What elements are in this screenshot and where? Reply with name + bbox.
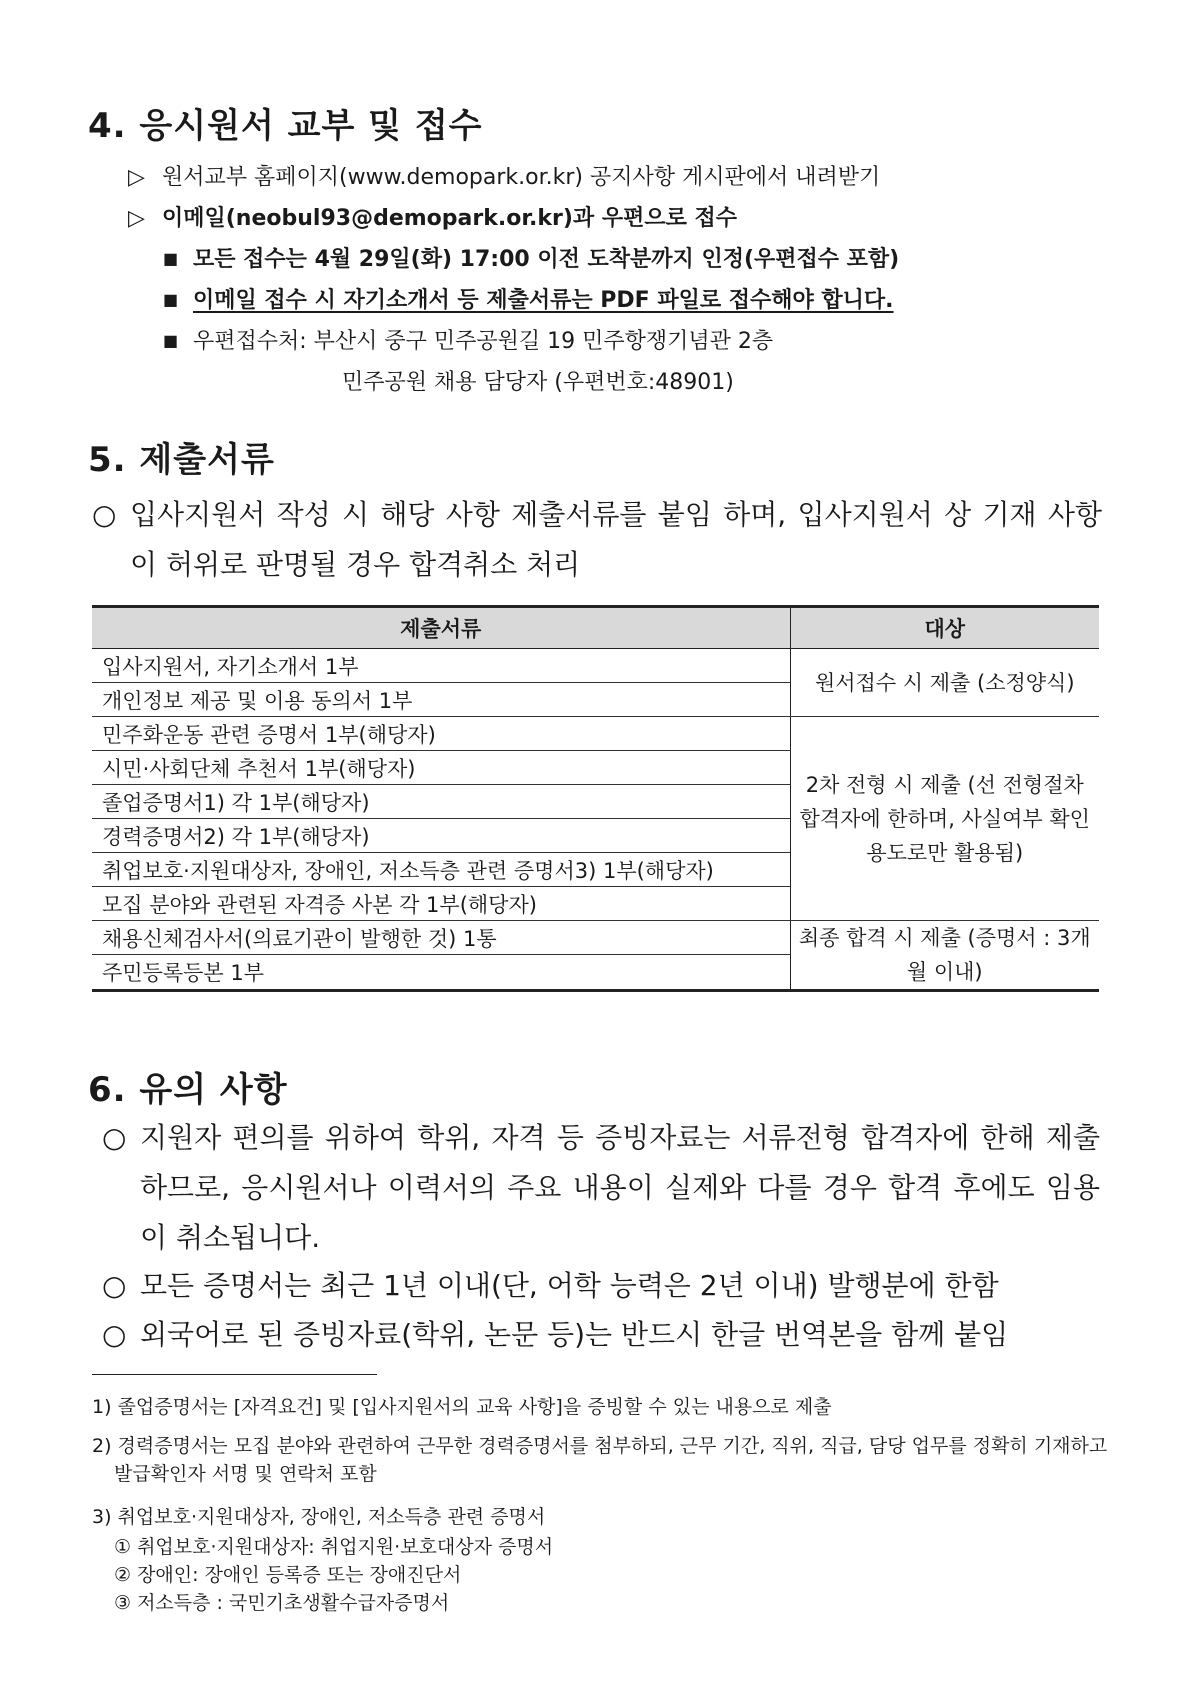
section-4-title: 4. 응시원서 교부 및 접수 xyxy=(88,106,483,146)
table-row: 모집 분야와 관련된 자격증 사본 각 1부(해당자) xyxy=(92,887,790,921)
notice-item-1: ○ 지원자 편의를 위하여 학위, 자격 등 증빙자료는 서류전형 합격자에 한해 제출하므로, 응시원서나 이력서의 주요 내용이 실제와 다를 경우 합격 후에도 임용이 취소됩니다. xyxy=(102,1113,1100,1263)
footnote-3: 3) 취업보호·지원대상자, 장애인, 저소득층 관련 증명서 xyxy=(92,1506,546,1528)
footnote-3-item-2: ② 장애인: 장애인 등록증 또는 장애진단서 xyxy=(114,1564,462,1586)
square-bullet-icon: ■ xyxy=(163,290,179,309)
table-row: 주민등록등본 1부 xyxy=(92,955,790,991)
bullet-item-3-continuation: 민주공원 채용 담당자 (우편번호:48901) xyxy=(342,370,734,395)
footnote-1: 1) 졸업증명서는 [자격요건] 및 [입사지원서의 교육 사항]을 증빙할 수 있는 내용으로 제출 xyxy=(92,1396,832,1418)
target-cell-2: 2차 전형 시 제출 (선 전형절차 합격자에 한하며, 사실여부 확인 용도로만 활용됨) xyxy=(790,717,1099,921)
notice-item-3: ○ 외국어로 된 증빙자료(학위, 논문 등)는 반드시 한글 번역본을 함께 붙임 xyxy=(102,1310,1100,1360)
table-row: 채용신체검사서(의료기관이 발행한 것) 1통 xyxy=(92,921,790,955)
footnote-3-item-3: ③ 저소득층 : 국민기초생활수급자증명서 xyxy=(114,1592,450,1614)
section-6-title: 6. 유의 사항 xyxy=(88,1070,288,1110)
arrow-item-1: ▷ 원서교부 홈페이지(www.demopark.or.kr) 공지사항 게시판에서 내려받기 xyxy=(128,165,881,190)
documents-table xyxy=(92,605,1099,992)
table-row: 취업보호·지원대상자, 장애인, 저소득층 관련 증명서3) 1부(해당자) xyxy=(92,853,790,887)
table-row: 입사지원서, 자기소개서 1부 xyxy=(92,649,790,683)
triangle-right-icon: ▷ xyxy=(128,206,145,231)
header-target: 대상 xyxy=(790,607,1099,649)
circle-bullet-icon: ○ xyxy=(102,1121,127,1154)
circle-bullet-icon: ○ xyxy=(102,1318,127,1351)
bullet-item-2: ■ 이메일 접수 시 자기소개서 등 제출서류는 PDF 파일로 접수해야 합니다. xyxy=(163,288,894,313)
triangle-right-icon: ▷ xyxy=(128,165,145,190)
bullet-item-1: ■ 모든 접수는 4월 29일(화) 17:00 이전 도착분까지 인정(우편접수 포함) xyxy=(163,247,900,272)
footnote-2: 2) 경력증명서는 모집 분야와 관련하여 근무한 경력증명서를 첨부하되, 근무 기간, 직위, 직급, 담당 업무를 정확히 기재하고 발급확인자 서명 및 연락처 포함 xyxy=(92,1435,1108,1485)
footnote-separator xyxy=(92,1374,377,1375)
square-bullet-icon: ■ xyxy=(163,331,179,350)
table-row: 경력증명서2) 각 1부(해당자) xyxy=(92,819,790,853)
table-row: 민주화운동 관련 증명서 1부(해당자) xyxy=(92,717,790,751)
arrow-item-2: ▷ 이메일(neobul93@demopark.or.kr)과 우편으로 접수 xyxy=(128,206,738,231)
circle-bullet-icon: ○ xyxy=(102,1269,127,1302)
table-row: 시민·사회단체 추천서 1부(해당자) xyxy=(92,751,790,785)
section-5-intro: ○ 입사지원서 작성 시 해당 사항 제출서류를 붙임 하며, 입사지원서 상 기재 사항이 허위로 판명될 경우 합격취소 처리 xyxy=(92,490,1102,590)
header-documents: 제출서류 xyxy=(92,607,790,649)
table-row: 졸업증명서1) 각 1부(해당자) xyxy=(92,785,790,819)
table-row: 개인정보 제공 및 이용 동의서 1부 xyxy=(92,683,790,717)
section-5-title: 5. 제출서류 xyxy=(88,440,275,480)
bullet-item-3: ■ 우편접수처: 부산시 중구 민주공원길 19 민주항쟁기념관 2층 xyxy=(163,329,774,354)
notice-item-2: ○ 모든 증명서는 최근 1년 이내(단, 어학 능력은 2년 이내) 발행분에 한함 xyxy=(102,1261,1100,1311)
target-cell-1: 원서접수 시 제출 (소정양식) xyxy=(790,649,1099,717)
target-cell-3: 최종 합격 시 제출 (증명서 : 3개월 이내) xyxy=(790,921,1099,991)
circle-bullet-icon: ○ xyxy=(92,498,117,531)
square-bullet-icon: ■ xyxy=(163,249,179,268)
footnote-3-item-1: ① 취업보호·지원대상자: 취업지원·보호대상자 증명서 xyxy=(114,1536,554,1558)
